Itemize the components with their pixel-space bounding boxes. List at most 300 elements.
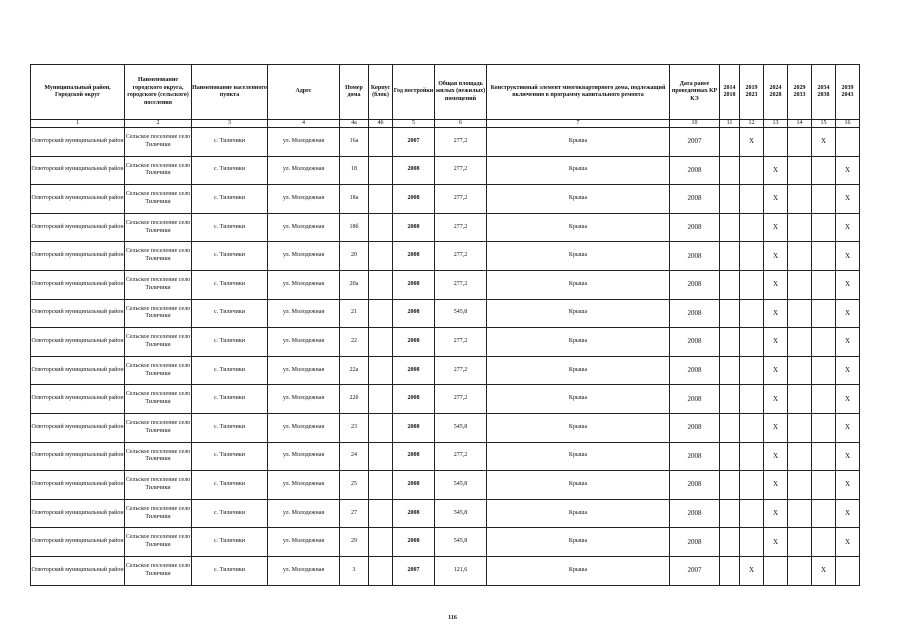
cell-area: 277,2 <box>435 356 487 385</box>
cell-address: ул. Молодежная <box>268 556 340 585</box>
cell-settlement: Сельское поселение село Тиличики <box>125 499 192 528</box>
cell-house: 22а <box>340 356 369 385</box>
cell-p5 <box>812 213 836 242</box>
column-header-address: Адрес <box>268 65 340 120</box>
cell-p5 <box>812 156 836 185</box>
cell-p2: X <box>740 556 764 585</box>
column-header-p3: 2024 2028 <box>764 65 788 120</box>
cell-area: 545,8 <box>435 299 487 328</box>
cell-p6: X <box>836 185 860 214</box>
cell-p2 <box>740 471 764 500</box>
cell-p4 <box>788 128 812 157</box>
cell-p4 <box>788 442 812 471</box>
cell-address: ул. Молодежная <box>268 213 340 242</box>
cell-locality: с. Тиличики <box>192 128 268 157</box>
cell-p1 <box>720 328 740 357</box>
cell-district: Олюторский муниципальный район <box>31 556 125 585</box>
cell-p2 <box>740 328 764 357</box>
cell-block <box>369 528 393 557</box>
cell-p3: X <box>764 442 788 471</box>
table-row <box>31 413 860 442</box>
cell-p1 <box>720 442 740 471</box>
cell-p2 <box>740 413 764 442</box>
cell-address: ул. Молодежная <box>268 413 340 442</box>
cell-district: Олюторский муниципальный район <box>31 356 125 385</box>
table-row <box>31 156 860 185</box>
cell-p6: X <box>836 299 860 328</box>
cell-area: 545,8 <box>435 471 487 500</box>
column-number-element: 7 <box>487 120 670 128</box>
column-header-p1: 2014 2018 <box>720 65 740 120</box>
cell-district: Олюторский муниципальный район <box>31 442 125 471</box>
cell-p5: X <box>812 556 836 585</box>
cell-p4 <box>788 471 812 500</box>
column-header-locality: Наименование населенного пункта <box>192 65 268 120</box>
cell-block <box>369 471 393 500</box>
column-number-p1: 11 <box>720 120 740 128</box>
column-header-area: Общая площадь жилых (нежилых) помещений <box>435 65 487 120</box>
cell-house: 22 <box>340 328 369 357</box>
cell-locality: с. Тиличики <box>192 242 268 271</box>
cell-settlement: Сельское поселение село Тиличики <box>125 471 192 500</box>
page-number: 116 <box>448 615 457 621</box>
cell-p2 <box>740 499 764 528</box>
cell-settlement: Сельское поселение село Тиличики <box>125 528 192 557</box>
cell-district: Олюторский муниципальный район <box>31 385 125 414</box>
cell-p3: X <box>764 156 788 185</box>
cell-p1 <box>720 499 740 528</box>
cell-p3: X <box>764 528 788 557</box>
cell-house: 18а <box>340 185 369 214</box>
cell-p1 <box>720 556 740 585</box>
cell-p3: X <box>764 242 788 271</box>
capital-repair-table <box>30 64 860 586</box>
cell-district: Олюторский муниципальный район <box>31 499 125 528</box>
cell-year: 2008 <box>393 213 435 242</box>
cell-block <box>369 442 393 471</box>
cell-p2 <box>740 185 764 214</box>
cell-p4 <box>788 299 812 328</box>
cell-district: Олюторский муниципальный район <box>31 413 125 442</box>
cell-area: 277,2 <box>435 385 487 414</box>
cell-p4 <box>788 528 812 557</box>
cell-house: 29 <box>340 528 369 557</box>
cell-p1 <box>720 270 740 299</box>
cell-p6: X <box>836 328 860 357</box>
cell-p5 <box>812 442 836 471</box>
cell-block <box>369 385 393 414</box>
cell-p4 <box>788 328 812 357</box>
column-header-p4: 2029 2033 <box>788 65 812 120</box>
cell-area: 277,2 <box>435 442 487 471</box>
cell-p3: X <box>764 299 788 328</box>
cell-p6: X <box>836 471 860 500</box>
cell-year: 2008 <box>393 385 435 414</box>
cell-address: ул. Молодежная <box>268 156 340 185</box>
cell-p5: X <box>812 128 836 157</box>
table-row <box>31 299 860 328</box>
cell-block <box>369 213 393 242</box>
cell-address: ул. Молодежная <box>268 242 340 271</box>
cell-element: Крыша <box>487 213 670 242</box>
cell-prev: 2008 <box>670 471 720 500</box>
cell-p1 <box>720 471 740 500</box>
cell-p3: X <box>764 356 788 385</box>
cell-district: Олюторский муниципальный район <box>31 128 125 157</box>
cell-prev: 2008 <box>670 299 720 328</box>
cell-settlement: Сельское поселение село Тиличики <box>125 185 192 214</box>
cell-locality: с. Тиличики <box>192 528 268 557</box>
cell-year: 2008 <box>393 270 435 299</box>
cell-locality: с. Тиличики <box>192 328 268 357</box>
cell-prev: 2008 <box>670 156 720 185</box>
cell-settlement: Сельское поселение село Тиличики <box>125 442 192 471</box>
cell-settlement: Сельское поселение село Тиличики <box>125 328 192 357</box>
cell-p4 <box>788 499 812 528</box>
cell-house: 20 <box>340 242 369 271</box>
cell-settlement: Сельское поселение село Тиличики <box>125 556 192 585</box>
cell-district: Олюторский муниципальный район <box>31 299 125 328</box>
cell-p3: X <box>764 328 788 357</box>
cell-settlement: Сельское поселение село Тиличики <box>125 213 192 242</box>
cell-house: 23 <box>340 413 369 442</box>
table-row <box>31 471 860 500</box>
cell-element: Крыша <box>487 385 670 414</box>
cell-address: ул. Молодежная <box>268 499 340 528</box>
cell-year: 2008 <box>393 442 435 471</box>
cell-p6: X <box>836 442 860 471</box>
cell-p5 <box>812 528 836 557</box>
cell-p6 <box>836 556 860 585</box>
cell-prev: 2008 <box>670 499 720 528</box>
cell-p4 <box>788 356 812 385</box>
cell-p1 <box>720 385 740 414</box>
cell-area: 277,2 <box>435 213 487 242</box>
cell-p1 <box>720 156 740 185</box>
column-header-year: Год постройки <box>393 65 435 120</box>
cell-block <box>369 270 393 299</box>
table-row <box>31 528 860 557</box>
cell-settlement: Сельское поселение село Тиличики <box>125 299 192 328</box>
cell-p2 <box>740 528 764 557</box>
cell-p1 <box>720 128 740 157</box>
cell-locality: с. Тиличики <box>192 270 268 299</box>
cell-p4 <box>788 413 812 442</box>
cell-year: 2008 <box>393 156 435 185</box>
table-row <box>31 442 860 471</box>
cell-p1 <box>720 299 740 328</box>
cell-area: 277,2 <box>435 185 487 214</box>
cell-block <box>369 556 393 585</box>
cell-year: 2008 <box>393 328 435 357</box>
cell-locality: с. Тиличики <box>192 356 268 385</box>
cell-p4 <box>788 213 812 242</box>
cell-p6: X <box>836 156 860 185</box>
cell-year: 2008 <box>393 528 435 557</box>
header-row <box>31 65 860 120</box>
cell-p4 <box>788 156 812 185</box>
cell-house: 18б <box>340 213 369 242</box>
cell-locality: с. Тиличики <box>192 442 268 471</box>
cell-p6: X <box>836 356 860 385</box>
table-row <box>31 499 860 528</box>
column-number-address: 4 <box>268 120 340 128</box>
cell-p5 <box>812 242 836 271</box>
cell-address: ул. Молодежная <box>268 270 340 299</box>
cell-address: ул. Молодежная <box>268 128 340 157</box>
cell-p5 <box>812 299 836 328</box>
cell-locality: с. Тиличики <box>192 499 268 528</box>
cell-prev: 2008 <box>670 328 720 357</box>
cell-p6: X <box>836 528 860 557</box>
cell-p2 <box>740 385 764 414</box>
cell-area: 545,8 <box>435 413 487 442</box>
table-row <box>31 242 860 271</box>
cell-area: 277,2 <box>435 128 487 157</box>
cell-p3: X <box>764 185 788 214</box>
cell-house: 22б <box>340 385 369 414</box>
cell-element: Крыша <box>487 156 670 185</box>
cell-p4 <box>788 270 812 299</box>
cell-p2 <box>740 442 764 471</box>
cell-p5 <box>812 356 836 385</box>
cell-locality: с. Тиличики <box>192 471 268 500</box>
cell-element: Крыша <box>487 413 670 442</box>
cell-prev: 2008 <box>670 270 720 299</box>
cell-prev: 2008 <box>670 213 720 242</box>
cell-settlement: Сельское поселение село Тиличики <box>125 270 192 299</box>
cell-area: 277,2 <box>435 328 487 357</box>
cell-element: Крыша <box>487 499 670 528</box>
cell-p2 <box>740 213 764 242</box>
cell-prev: 2008 <box>670 242 720 271</box>
cell-year: 2008 <box>393 185 435 214</box>
cell-element: Крыша <box>487 471 670 500</box>
column-number-block: 4б <box>369 120 393 128</box>
cell-year: 2008 <box>393 242 435 271</box>
cell-area: 277,2 <box>435 270 487 299</box>
cell-year: 2007 <box>393 556 435 585</box>
column-number-district: 1 <box>31 120 125 128</box>
cell-p3: X <box>764 413 788 442</box>
cell-district: Олюторский муниципальный район <box>31 270 125 299</box>
cell-prev: 2007 <box>670 556 720 585</box>
column-number-p6: 16 <box>836 120 860 128</box>
cell-p2 <box>740 242 764 271</box>
cell-district: Олюторский муниципальный район <box>31 156 125 185</box>
cell-block <box>369 299 393 328</box>
cell-prev: 2008 <box>670 385 720 414</box>
cell-locality: с. Тиличики <box>192 156 268 185</box>
cell-district: Олюторский муниципальный район <box>31 328 125 357</box>
cell-block <box>369 413 393 442</box>
cell-p3: X <box>764 499 788 528</box>
cell-element: Крыша <box>487 356 670 385</box>
table-row <box>31 556 860 585</box>
column-header-p6: 2039 2043 <box>836 65 860 120</box>
cell-locality: с. Тиличики <box>192 385 268 414</box>
column-number-p5: 15 <box>812 120 836 128</box>
cell-p5 <box>812 385 836 414</box>
cell-locality: с. Тиличики <box>192 213 268 242</box>
cell-house: 16а <box>340 128 369 157</box>
cell-year: 2008 <box>393 499 435 528</box>
cell-area: 545,8 <box>435 499 487 528</box>
cell-p2 <box>740 299 764 328</box>
cell-block <box>369 185 393 214</box>
cell-locality: с. Тиличики <box>192 299 268 328</box>
cell-p1 <box>720 356 740 385</box>
cell-block <box>369 128 393 157</box>
cell-house: 21 <box>340 299 369 328</box>
column-number-p4: 14 <box>788 120 812 128</box>
column-header-settlement: Наименование городского округа, городского (сельского) поселения <box>125 65 192 120</box>
cell-block <box>369 242 393 271</box>
cell-p6: X <box>836 385 860 414</box>
table-row <box>31 385 860 414</box>
table-body <box>31 128 860 586</box>
column-number-settlement: 2 <box>125 120 192 128</box>
column-number-house: 4а <box>340 120 369 128</box>
cell-p6: X <box>836 270 860 299</box>
cell-p1 <box>720 413 740 442</box>
cell-settlement: Сельское поселение село Тиличики <box>125 128 192 157</box>
cell-year: 2008 <box>393 413 435 442</box>
cell-p2 <box>740 356 764 385</box>
cell-p5 <box>812 270 836 299</box>
cell-p1 <box>720 213 740 242</box>
cell-element: Крыша <box>487 442 670 471</box>
cell-year: 2008 <box>393 299 435 328</box>
column-number-p2: 12 <box>740 120 764 128</box>
cell-p3: X <box>764 213 788 242</box>
table-row <box>31 270 860 299</box>
column-number-p3: 13 <box>764 120 788 128</box>
cell-house: 25 <box>340 471 369 500</box>
column-number-row <box>31 120 860 128</box>
table-row <box>31 213 860 242</box>
cell-element: Крыша <box>487 185 670 214</box>
column-header-prev: Дата ранее проведенных КР КЭ <box>670 65 720 120</box>
cell-p3: X <box>764 385 788 414</box>
cell-settlement: Сельское поселение село Тиличики <box>125 385 192 414</box>
cell-district: Олюторский муниципальный район <box>31 528 125 557</box>
cell-year: 2007 <box>393 128 435 157</box>
cell-area: 121,6 <box>435 556 487 585</box>
cell-block <box>369 328 393 357</box>
cell-p4 <box>788 385 812 414</box>
cell-locality: с. Тиличики <box>192 556 268 585</box>
column-number-area: 6 <box>435 120 487 128</box>
cell-p3 <box>764 556 788 585</box>
cell-p3: X <box>764 270 788 299</box>
cell-element: Крыша <box>487 270 670 299</box>
cell-address: ул. Молодежная <box>268 471 340 500</box>
cell-element: Крыша <box>487 299 670 328</box>
cell-prev: 2007 <box>670 128 720 157</box>
cell-element: Крыша <box>487 528 670 557</box>
cell-p2: X <box>740 128 764 157</box>
cell-p1 <box>720 242 740 271</box>
column-number-prev: 10 <box>670 120 720 128</box>
cell-address: ул. Молодежная <box>268 528 340 557</box>
cell-prev: 2008 <box>670 442 720 471</box>
cell-p4 <box>788 185 812 214</box>
cell-settlement: Сельское поселение село Тиличики <box>125 413 192 442</box>
cell-house: 18 <box>340 156 369 185</box>
cell-p5 <box>812 185 836 214</box>
table-row <box>31 328 860 357</box>
cell-p5 <box>812 328 836 357</box>
cell-district: Олюторский муниципальный район <box>31 471 125 500</box>
cell-prev: 2008 <box>670 185 720 214</box>
cell-element: Крыша <box>487 556 670 585</box>
column-header-p5: 2034 2038 <box>812 65 836 120</box>
cell-p4 <box>788 242 812 271</box>
cell-p4 <box>788 556 812 585</box>
cell-p5 <box>812 471 836 500</box>
cell-settlement: Сельское поселение село Тиличики <box>125 356 192 385</box>
table-row <box>31 128 860 157</box>
cell-element: Крыша <box>487 128 670 157</box>
cell-prev: 2008 <box>670 528 720 557</box>
column-number-locality: 3 <box>192 120 268 128</box>
cell-year: 2008 <box>393 471 435 500</box>
column-header-element: Конструктивный элемент многоквартирного дома, подлежащий включению в программу капитального ремонта <box>487 65 670 120</box>
cell-block <box>369 356 393 385</box>
cell-p5 <box>812 413 836 442</box>
column-header-block: Корпус (блок) <box>369 65 393 120</box>
cell-area: 545,8 <box>435 528 487 557</box>
cell-p5 <box>812 499 836 528</box>
column-header-p2: 2019 2023 <box>740 65 764 120</box>
cell-house: 20а <box>340 270 369 299</box>
cell-prev: 2008 <box>670 356 720 385</box>
cell-p3 <box>764 128 788 157</box>
table-row <box>31 185 860 214</box>
cell-district: Олюторский муниципальный район <box>31 242 125 271</box>
cell-block <box>369 156 393 185</box>
cell-p6: X <box>836 413 860 442</box>
cell-settlement: Сельское поселение село Тиличики <box>125 156 192 185</box>
cell-address: ул. Молодежная <box>268 442 340 471</box>
cell-house: 27 <box>340 499 369 528</box>
cell-area: 277,2 <box>435 242 487 271</box>
column-number-year: 5 <box>393 120 435 128</box>
cell-address: ул. Молодежная <box>268 299 340 328</box>
cell-p1 <box>720 528 740 557</box>
cell-p3: X <box>764 471 788 500</box>
cell-element: Крыша <box>487 328 670 357</box>
cell-district: Олюторский муниципальный район <box>31 185 125 214</box>
cell-year: 2008 <box>393 356 435 385</box>
cell-p6: X <box>836 213 860 242</box>
cell-address: ул. Молодежная <box>268 385 340 414</box>
cell-area: 277,2 <box>435 156 487 185</box>
cell-address: ул. Молодежная <box>268 328 340 357</box>
cell-p2 <box>740 270 764 299</box>
cell-locality: с. Тиличики <box>192 185 268 214</box>
cell-p2 <box>740 156 764 185</box>
cell-element: Крыша <box>487 242 670 271</box>
cell-prev: 2008 <box>670 413 720 442</box>
cell-address: ул. Молодежная <box>268 356 340 385</box>
column-header-house: Номер дома <box>340 65 369 120</box>
cell-house: 3 <box>340 556 369 585</box>
table-row <box>31 356 860 385</box>
column-header-district: Муниципальный район, Городской округ <box>31 65 125 120</box>
cell-p6: X <box>836 499 860 528</box>
